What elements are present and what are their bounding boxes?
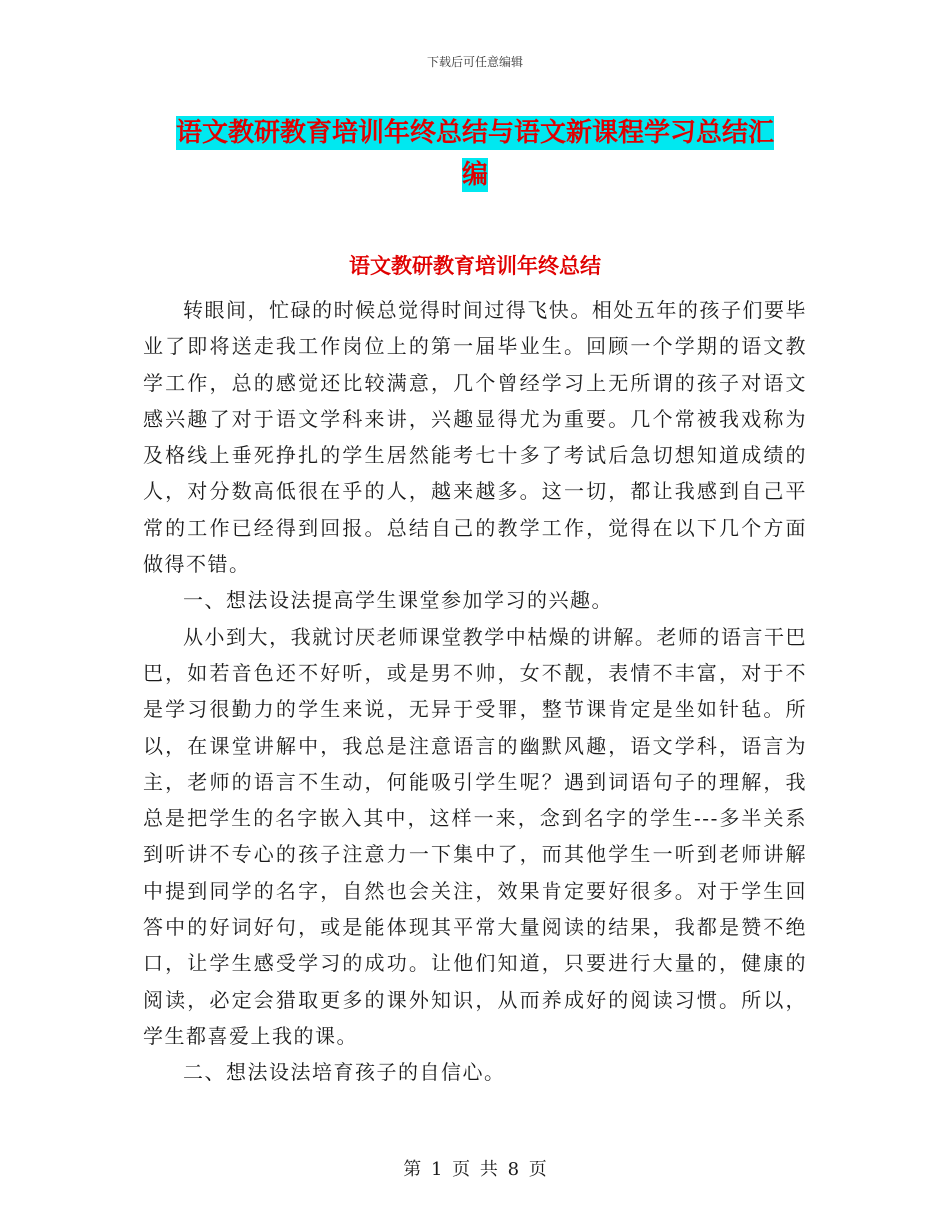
section-title: 语文教研教育培训年终总结: [349, 253, 601, 278]
header-note: 下载后可任意编辑: [426, 55, 523, 69]
paragraph-2-heading: 一、想法设法提高学生课堂参加学习的兴趣。: [183, 588, 613, 613]
title-highlight-1: 语文教研教育培训年终总结与语文新课程学习总结汇: [175, 118, 774, 148]
document-body: [143, 292, 807, 1091]
paragraph-1: 转眼间，忙碌的时候总觉得时间过得飞快。相处五年的孩子们要毕业了即将送走我工作岗位上的第一届毕业生。回顾一个学期的语文教学工作，总的感觉还比较满意，几个曾经学习上无所谓的孩子对语文感兴趣了对于语文学科来讲，兴趣显得尤为重要。几个常被我戏称为及格线上垂死挣扎的学生居然能考七十多了考试后急切想知道成绩的人，对分数高低很在乎的人，越来越多。这一切，都让我感到自己平常的工作已经得到回报。总结自己的教学工作，觉得在以下几个方面做得不错。: [143, 298, 807, 577]
document-title: [0, 112, 950, 196]
paragraph-3: 从小到大，我就讨厌老师课堂教学中枯燥的讲解。老师的语言干巴巴，如若音色还不好听，或是男不帅，女不靓，表情不丰富，对于不是学习很勤力的学生来说，无异于受罪，整节课肯定是坐如针毡。所以，在课堂讲解中，我总是注意语言的幽默风趣，语文学科，语言为主，老师的语言不生动，何能吸引学生呢？遇到词语句子的理解，我总是把学生的名字嵌入其中，这样一来，念到名字的学生---多半关系到听讲不专心的孩子注意力一下集中了，而其他学生一听到老师讲解中提到同学的名字，自然也会关注，效果肯定要好很多。对于学生回答中的好词好句，或是能体现其平常大量阅读的结果，我都是赞不绝口，让学生感受学习的成功。让他们知道，只要进行大量的，健康的阅读，必定会猎取更多的课外知识，从而养成好的阅读习惯。所以，学生都喜爱上我的课。: [143, 624, 807, 1048]
paragraph-4-heading: 二、想法设法培育孩子的自信心。: [183, 1060, 506, 1085]
document-title-line-1: [0, 112, 950, 154]
title-highlight-2: 编: [461, 160, 488, 190]
page-footer: 第 1 页 共 8 页: [403, 1159, 547, 1180]
document-title-line-2: [0, 154, 950, 196]
